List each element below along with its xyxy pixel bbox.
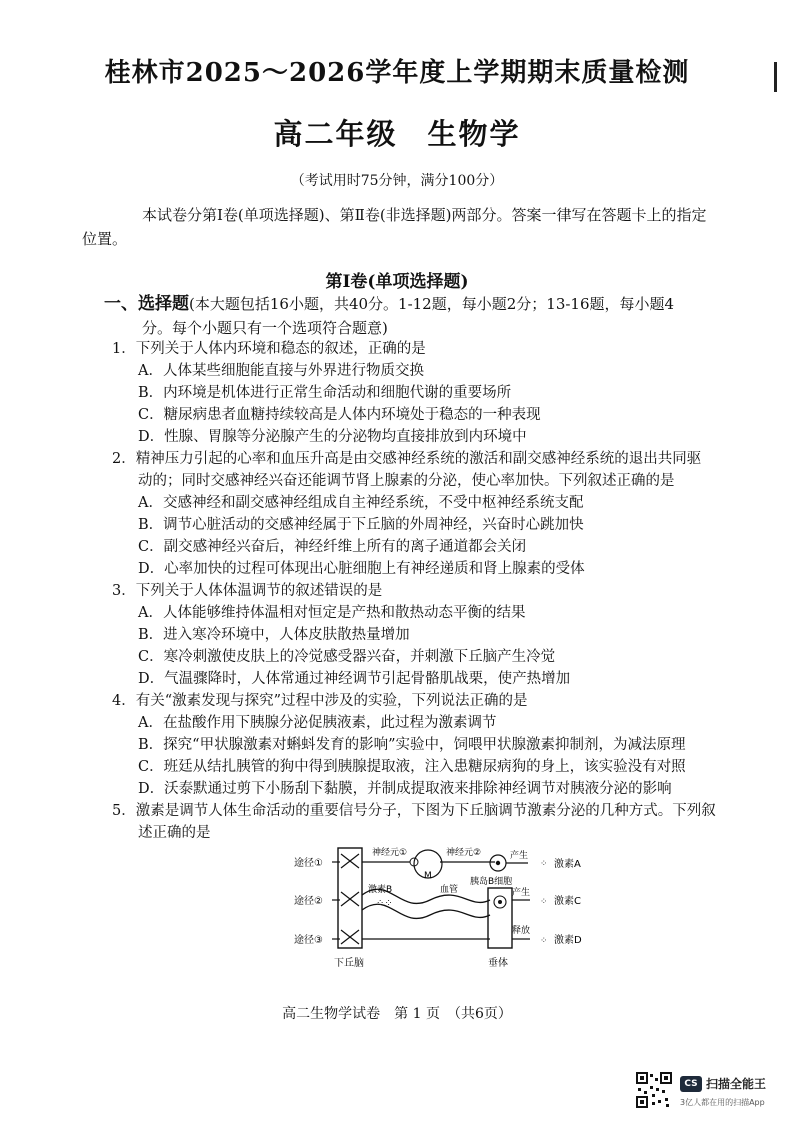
m-label: M — [424, 871, 432, 881]
exam-subtitle — [0, 112, 794, 153]
islet-nucleus — [496, 861, 500, 865]
question-1-stem: 1．下列关于人体内环境和稳态的叙述，正确的是 — [112, 341, 426, 357]
q1-option-c: C．糖尿病患者血糖持续较高是人体内环境处于稳态的一种表现 — [138, 407, 541, 423]
pituitary-box — [488, 888, 512, 948]
q3-option-c: C．寒冷刺激使皮肤上的冷觉感受器兴奋，并刺激下丘脑产生冷觉 — [138, 649, 556, 665]
q4-option-b: B．探究“甲状腺激素对蝌蚪发育的影响”实验中，饲喂甲状腺激素抑制剂，为减法原理 — [138, 737, 686, 753]
subject-label: 生物学 — [427, 117, 521, 151]
hormone-b-label: 激素B — [368, 885, 393, 895]
hormone-d-label: 激素D — [554, 935, 582, 946]
question-5-stem-2: 述正确的是 — [138, 825, 211, 841]
q2-option-a: A．交感神经和副交感神经组成自主神经系统，不受中枢神经系统支配 — [138, 495, 584, 511]
q2-option-d: D．心率加快的过程可体现出心脏细胞上有神经递质和肾上腺素的受体 — [138, 561, 585, 577]
neuron-2-label: 神经元② — [446, 848, 482, 858]
q4-option-c: C．班廷从结扎胰管的狗中得到胰腺提取液，注入患糖尿病狗的身上，该实验没有对照 — [138, 759, 686, 775]
exam-title: 桂林市2025～2026学年度上学期期末质量检测 — [104, 58, 690, 88]
part-label: 一、选择题 — [104, 294, 189, 314]
grade-label: 高二年级 — [273, 117, 398, 151]
part-desc-2: 分。每个小题只有一个选项符合题意) — [142, 319, 388, 337]
q1-option-a: A．人体某些细胞能直接与外界进行物质交换 — [138, 363, 424, 379]
intro-paragraph — [82, 203, 752, 251]
dots-b: ⁘⁘ — [376, 898, 393, 909]
part-desc-1: (本大题包括16小题，共40分。1-12题，每小题2分；13-16题，每小题4 — [189, 295, 675, 313]
q3-option-d: D．气温骤降时，人体常通过神经调节引起骨骼肌战栗，使产热增加 — [138, 671, 571, 687]
q2-option-b: B．调节心脏活动的交感神经属于下丘脑的外周神经，兴奋时心跳加快 — [138, 517, 584, 533]
q4-option-d: D．沃泰默通过剪下小肠刮下黏膜，并制成提取液来排除神经调节对胰液分泌的影响 — [138, 781, 672, 797]
scanner-logo: CS — [680, 1076, 702, 1092]
part-heading — [104, 292, 764, 340]
produce-2-label: 产生 — [512, 888, 531, 898]
exam-note: （考试用时75分钟，满分100分） — [290, 173, 504, 189]
q3-option-a: A．人体能够维持体温相对恒定是产热和散热动态平衡的结果 — [138, 605, 526, 621]
intro-line-2: 位置。 — [82, 230, 128, 248]
hormone-a-label: 激素A — [554, 859, 581, 870]
pathway-1-label: 途径① — [294, 858, 323, 869]
hormone-regulation-diagram — [290, 840, 620, 975]
q3-option-b: B．进入寒冷环境中，人体皮肤散热量增加 — [138, 627, 410, 643]
hormone-c-label: 激素C — [554, 896, 581, 907]
hypothalamus-cell-1 — [341, 854, 359, 868]
dots-a: ⁘ — [540, 859, 548, 869]
section-title: 第Ⅰ卷(单项选择题) — [325, 272, 469, 292]
q2-option-c: C．副交感神经兴奋后，神经纤维上所有的离子通道都会关闭 — [138, 539, 527, 555]
hypothalamus-cell-3 — [341, 930, 359, 944]
intro-line-1: 本试卷分第Ⅰ卷(单项选择题)、第Ⅱ卷(非选择题)两部分。答案一律写在答题卡上的指定 — [142, 206, 707, 224]
vessel-label: 血管 — [440, 885, 459, 895]
qr-code-icon — [636, 1072, 672, 1108]
scanner-name: 扫描全能王 — [706, 1077, 767, 1091]
hypothalamus-label: 下丘脑 — [334, 958, 364, 969]
dots-d: ⁘ — [540, 936, 548, 946]
question-2-stem: 2．精神压力引起的心率和血压升高是由交感神经系统的激活和副交感神经系统的退出共同驱 — [112, 451, 702, 467]
q1-option-d: D．性腺、胃腺等分泌腺产生的分泌物均直接排放到内环境中 — [138, 429, 527, 445]
pathway-2-label: 途径② — [294, 896, 323, 907]
dots-c: ⁘ — [540, 897, 548, 907]
produce-1-label: 产生 — [510, 851, 529, 861]
hypothalamus-cell-2 — [341, 892, 359, 906]
pituitary-nucleus — [498, 900, 502, 904]
scanner-tagline: 3亿人都在用的扫描App — [680, 1098, 765, 1107]
pituitary-label: 垂体 — [488, 958, 508, 969]
question-2-stem-2: 动的；同时交感神经兴奋还能调节肾上腺素的分泌，使心率加快。下列叙述正确的是 — [138, 473, 675, 489]
release-label: 释放 — [512, 926, 531, 936]
q4-option-a: A．在盐酸作用下胰腺分泌促胰液素，此过程为激素调节 — [138, 715, 497, 731]
question-4-stem: 4．有关“激素发现与探究”过程中涉及的实验，下列说法正确的是 — [112, 693, 528, 709]
islet-label: 胰岛B细胞 — [470, 877, 513, 887]
q1-option-b: B．内环境是机体进行正常生命活动和细胞代谢的重要场所 — [138, 385, 512, 401]
pathway-3-label: 途径③ — [294, 935, 323, 946]
neuron-1-label: 神经元① — [372, 848, 408, 858]
question-5-stem: 5．激素是调节人体生命活动的重要信号分子，下图为下丘脑调节激素分泌的几种方式。下列叙 — [112, 803, 716, 819]
page-footer: 高二生物学试卷 第 1 页 （共6页） — [282, 1006, 512, 1022]
question-3-stem: 3．下列关于人体体温调节的叙述错误的是 — [112, 583, 383, 599]
hypothalamus-box — [338, 848, 362, 948]
